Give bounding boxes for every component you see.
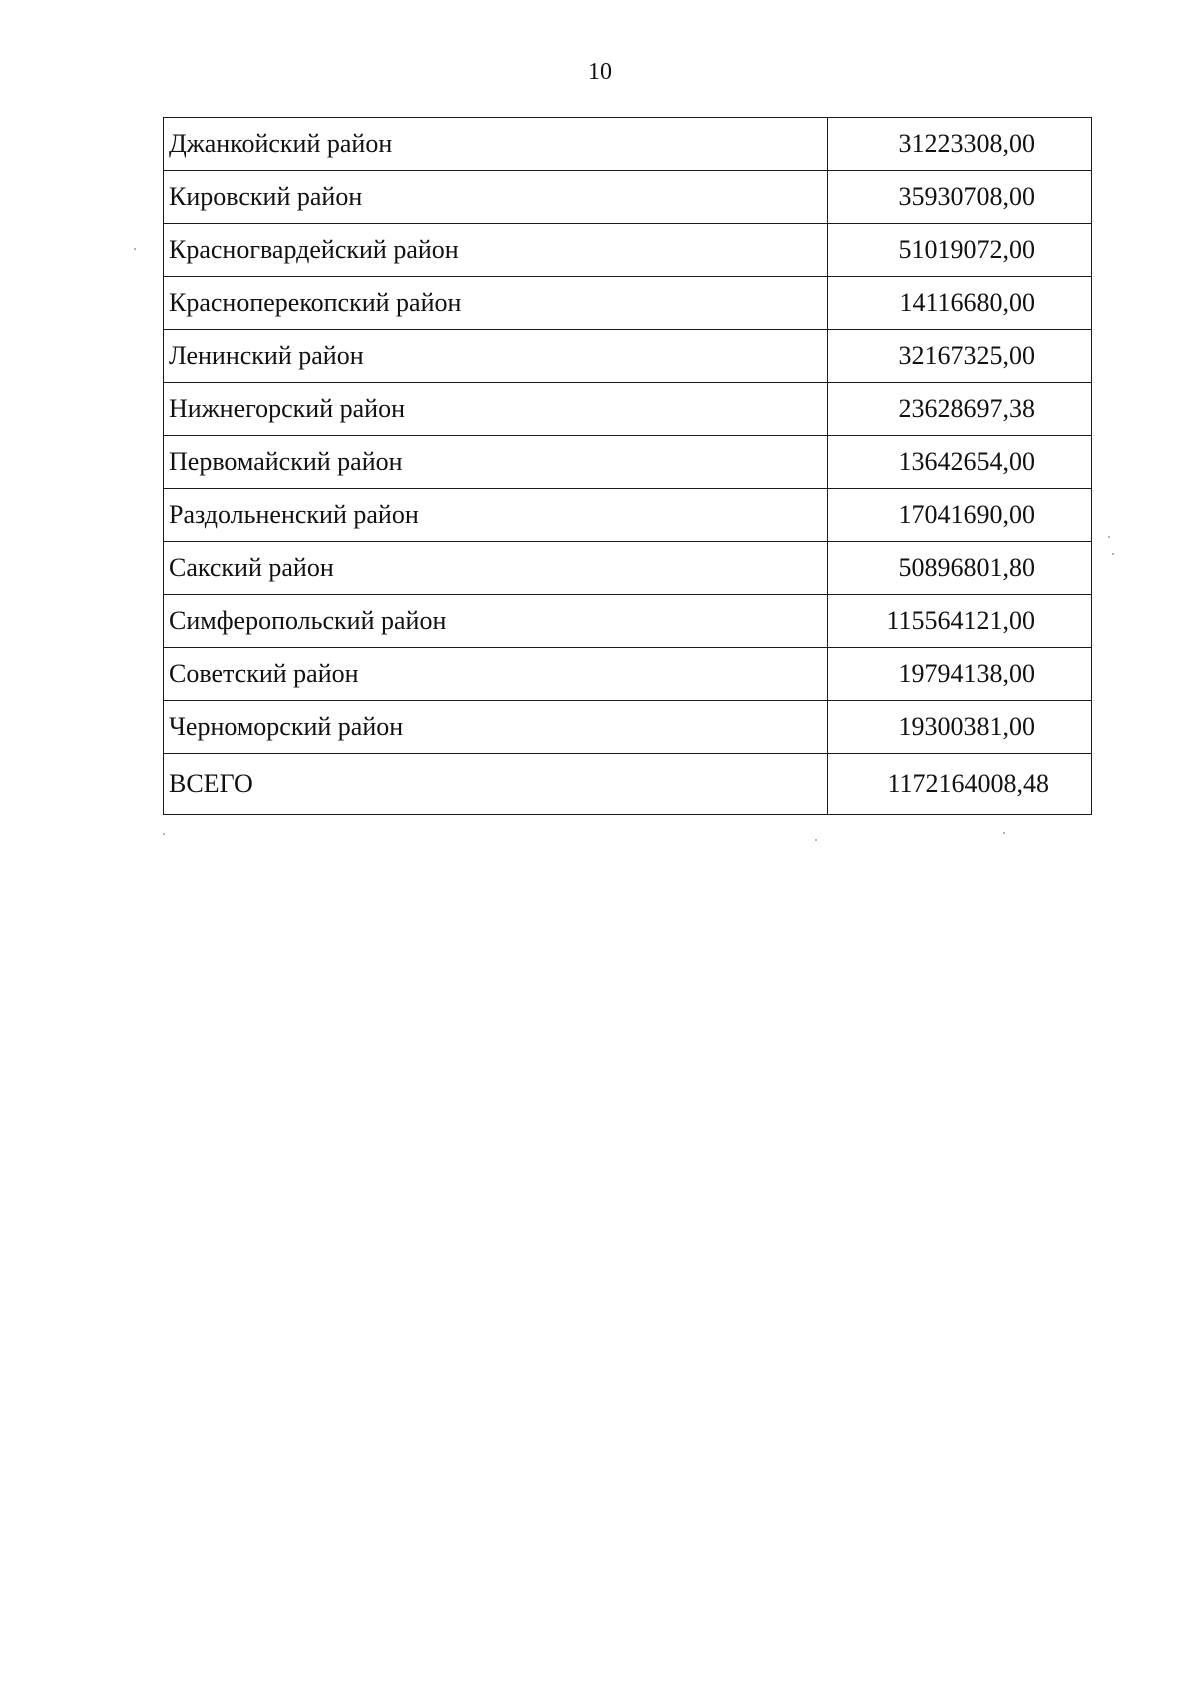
scan-speck (1003, 832, 1005, 834)
scan-speck (815, 839, 817, 841)
district-name-cell: Первомайский район (164, 436, 828, 489)
total-amount-cell: 1172164008,48 (828, 754, 1092, 815)
total-row (164, 754, 1092, 815)
amount-cell: 13642654,00 (828, 436, 1092, 489)
table-row (164, 224, 1092, 277)
district-name-cell: Нижнегорский район (164, 383, 828, 436)
district-name-cell: Раздольненский район (164, 489, 828, 542)
district-name-cell: Красноперекопский район (164, 277, 828, 330)
amount-cell: 50896801,80 (828, 542, 1092, 595)
amount-cell: 35930708,00 (828, 171, 1092, 224)
table-row (164, 277, 1092, 330)
district-amounts-table (163, 117, 1092, 815)
table-row (164, 595, 1092, 648)
amount-cell: 14116680,00 (828, 277, 1092, 330)
amount-cell: 51019072,00 (828, 224, 1092, 277)
scan-speck (134, 248, 136, 250)
amount-cell: 19300381,00 (828, 701, 1092, 754)
table-row (164, 383, 1092, 436)
table-row (164, 171, 1092, 224)
table-row (164, 701, 1092, 754)
total-label-cell: ВСЕГО (164, 754, 828, 815)
table-row (164, 648, 1092, 701)
page-number: 10 (588, 59, 612, 85)
scan-speck (1112, 553, 1114, 555)
amount-cell: 17041690,00 (828, 489, 1092, 542)
district-name-cell: Ленинский район (164, 330, 828, 383)
district-name-cell: Советский район (164, 648, 828, 701)
district-name-cell: Джанкойский район (164, 118, 828, 171)
table-row (164, 436, 1092, 489)
table-row (164, 542, 1092, 595)
district-name-cell: Кировский район (164, 171, 828, 224)
amount-cell: 32167325,00 (828, 330, 1092, 383)
district-name-cell: Симферопольский район (164, 595, 828, 648)
scan-speck (1108, 536, 1110, 538)
amount-cell: 115564121,00 (828, 595, 1092, 648)
amount-cell: 23628697,38 (828, 383, 1092, 436)
district-name-cell: Красногвардейский район (164, 224, 828, 277)
amount-cell: 31223308,00 (828, 118, 1092, 171)
district-name-cell: Сакский район (164, 542, 828, 595)
table-row (164, 330, 1092, 383)
scan-speck (163, 833, 165, 835)
table-row (164, 489, 1092, 542)
district-amounts-table-container (163, 117, 1091, 815)
amount-cell: 19794138,00 (828, 648, 1092, 701)
district-name-cell: Черноморский район (164, 701, 828, 754)
table-row (164, 118, 1092, 171)
